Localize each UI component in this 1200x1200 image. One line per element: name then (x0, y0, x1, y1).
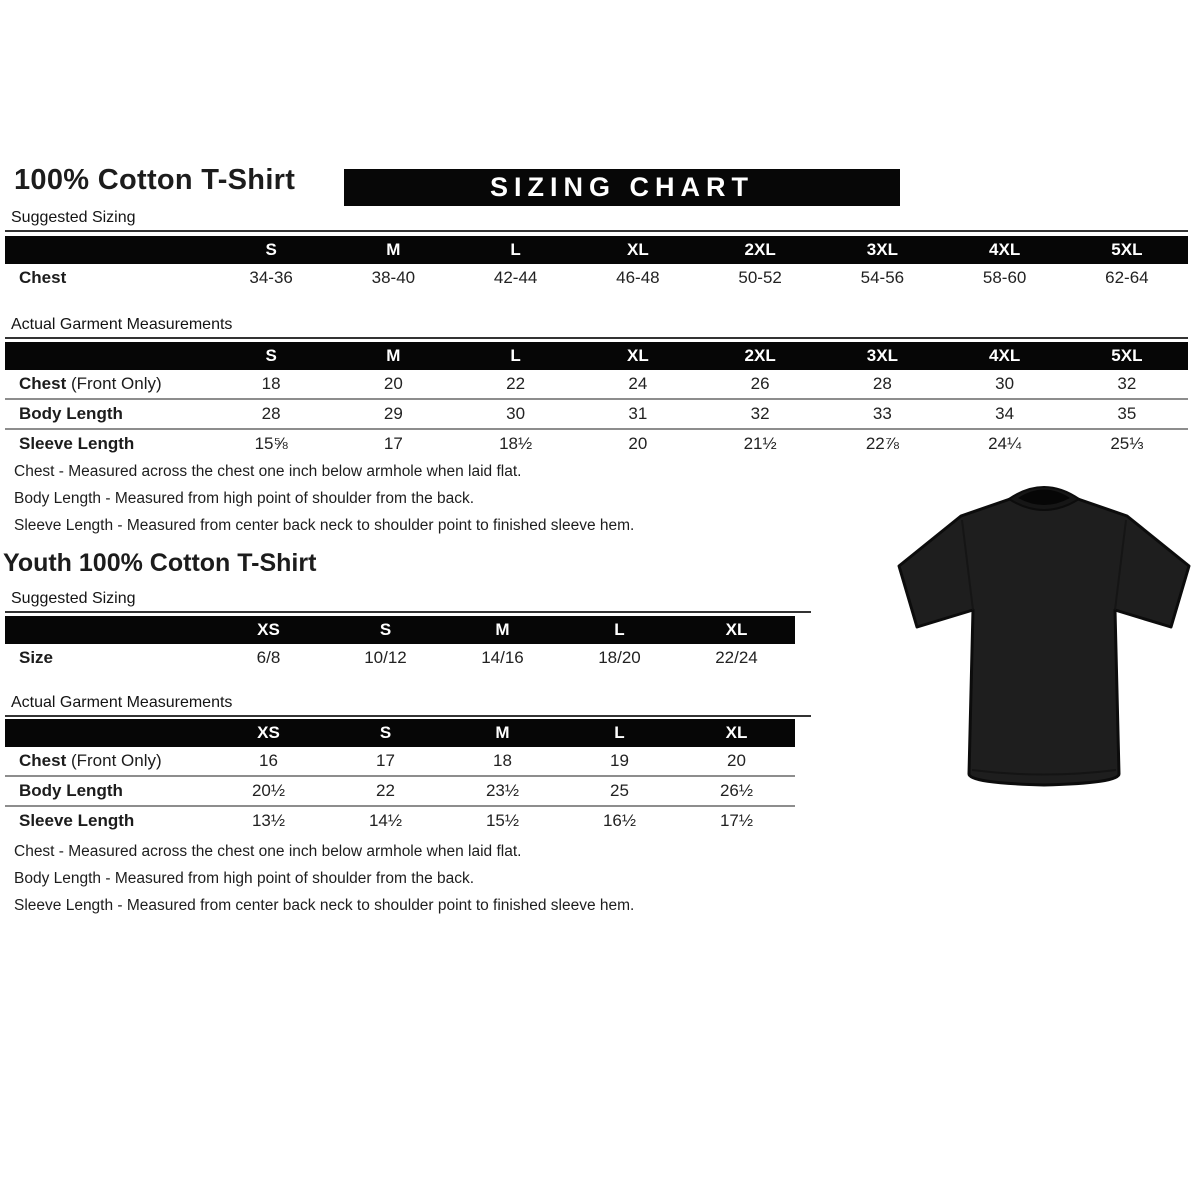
note-chest: Chest - Measured across the chest one inch below armhole when laid flat. (14, 843, 522, 860)
sizing-chart-banner (344, 169, 900, 206)
row-label-suffix: (Front Only) (70, 374, 162, 393)
value-cell: 25⅓ (1110, 434, 1144, 453)
size-column-header: XS (257, 723, 280, 742)
youth-suggested-sizing-table (5, 616, 795, 672)
value-cell: 22 (376, 781, 395, 800)
value-cell: 18 (261, 374, 281, 393)
size-column-header: 5XL (1111, 240, 1143, 259)
table-header-row (5, 719, 795, 747)
value-cell: 32 (750, 404, 770, 423)
value-cell: 25 (610, 781, 629, 800)
size-column-header: M (495, 620, 510, 639)
adult-actual-measurements-table (5, 342, 1188, 458)
table-row-chest (5, 747, 795, 777)
tshirt-body (899, 498, 1189, 785)
value-cell: 6/8 (256, 648, 281, 667)
value-cell: 58-60 (982, 268, 1027, 287)
size-column-header: 2XL (744, 346, 776, 365)
table-row-sleeve-length (5, 807, 795, 835)
row-label (5, 374, 210, 394)
table-row-body-length (5, 777, 795, 807)
value-cell: 32 (1117, 374, 1137, 393)
row-label-main: Chest (19, 751, 67, 770)
page-title: 100% Cotton T-Shirt (14, 164, 296, 196)
value-cell: 20 (383, 374, 403, 393)
value-cell: 15½ (485, 811, 520, 830)
value-cell: 16 (259, 751, 278, 770)
value-cell: 33 (872, 404, 892, 423)
value-cell: 35 (1117, 404, 1137, 423)
size-column-header: XL (627, 346, 649, 365)
table-row-chest (5, 370, 1188, 400)
size-column-header: S (265, 346, 277, 365)
table-header-row (5, 236, 1188, 264)
row-label: Chest (19, 268, 67, 287)
value-cell: 30 (995, 374, 1015, 393)
size-column-header: L (614, 723, 625, 742)
value-cell: 10/12 (364, 648, 407, 667)
table-row-size (5, 644, 795, 672)
value-cell: 24 (628, 374, 648, 393)
note-body-length: Body Length - Measured from high point of shoulder from the back. (14, 870, 475, 887)
value-cell: 46-48 (616, 268, 660, 287)
size-column-header: 3XL (866, 346, 898, 365)
youth-measurement-notes (14, 843, 634, 924)
adult-measurement-notes (14, 463, 634, 544)
value-cell: 54-56 (860, 268, 905, 287)
value-cell: 13½ (251, 811, 286, 830)
size-column-header: S (379, 723, 392, 742)
value-cell: 18/20 (598, 648, 641, 667)
value-cell: 22/24 (715, 648, 758, 667)
youth-actual-measurements-table (5, 719, 795, 835)
value-cell: 28 (261, 404, 281, 423)
value-cell: 31 (628, 404, 648, 423)
size-column-header: XL (725, 620, 748, 639)
note-sleeve-length: Sleeve Length - Measured from center back neck to shoulder point to finished sleeve hem. (14, 897, 635, 914)
value-cell: 29 (383, 404, 403, 423)
size-column-header: M (495, 723, 510, 742)
size-column-header: M (386, 346, 401, 365)
value-cell: 62-64 (1105, 268, 1149, 287)
size-column-header: M (386, 240, 401, 259)
youth-suggested-sizing-label: Suggested Sizing (5, 590, 811, 613)
value-cell: 20½ (251, 781, 286, 800)
value-cell: 17 (376, 751, 395, 770)
row-label-main: Chest (19, 374, 67, 393)
table-row-sleeve-length (5, 430, 1188, 458)
value-cell: 34-36 (249, 268, 293, 287)
youth-section-title: Youth 100% Cotton T-Shirt (3, 549, 317, 577)
value-cell: 15⅝ (254, 434, 288, 453)
row-label: Sleeve Length (19, 811, 135, 830)
value-cell: 21½ (743, 434, 777, 453)
size-column-header: 5XL (1111, 346, 1143, 365)
row-label: Body Length (19, 781, 123, 800)
row-label: Sleeve Length (19, 434, 135, 453)
sizing-chart-banner-text: SIZING CHART (490, 172, 754, 202)
note-chest: Chest - Measured across the chest one inch below armhole when laid flat. (14, 463, 522, 480)
value-cell: 50-52 (738, 268, 782, 287)
value-cell: 19 (610, 751, 629, 770)
value-cell: 28 (872, 374, 892, 393)
value-cell: 24¼ (988, 434, 1022, 453)
value-cell: 23½ (485, 781, 520, 800)
value-cell: 30 (506, 404, 526, 423)
table-header-row (5, 342, 1188, 370)
size-column-header: L (510, 240, 521, 259)
adult-suggested-sizing-table (5, 236, 1188, 292)
size-column-header: 4XL (989, 240, 1021, 259)
size-column-header: L (510, 346, 521, 365)
value-cell: 22⅞ (865, 434, 899, 453)
value-cell: 14½ (368, 811, 403, 830)
value-cell: 20 (628, 434, 648, 453)
size-column-header: 2XL (744, 240, 776, 259)
table-header-row (5, 616, 795, 644)
row-label-suffix: (Front Only) (70, 751, 162, 770)
value-cell: 18½ (499, 434, 533, 453)
size-column-header: S (379, 620, 392, 639)
size-column-header: L (614, 620, 625, 639)
size-column-header: XL (627, 240, 649, 259)
row-label: Body Length (19, 404, 123, 423)
value-cell: 18 (493, 751, 512, 770)
value-cell: 34 (995, 404, 1015, 423)
adult-suggested-sizing-label: Suggested Sizing (5, 209, 1188, 232)
table-row-body-length (5, 400, 1188, 430)
note-sleeve-length: Sleeve Length - Measured from center back neck to shoulder point to finished sleeve hem. (14, 517, 635, 534)
value-cell: 17 (383, 434, 403, 453)
note-body-length: Body Length - Measured from high point of shoulder from the back. (14, 490, 475, 507)
value-cell: 38-40 (371, 268, 416, 287)
value-cell: 20 (727, 751, 746, 770)
adult-actual-measurements-label: Actual Garment Measurements (5, 316, 1188, 339)
table-row (5, 264, 1188, 292)
value-cell: 16½ (602, 811, 637, 830)
size-column-header: 3XL (866, 240, 898, 259)
size-column-header: XS (257, 620, 280, 639)
value-cell: 17½ (719, 811, 754, 830)
value-cell: 22 (506, 374, 526, 393)
value-cell: 14/16 (481, 648, 524, 667)
tshirt-image (892, 478, 1198, 810)
value-cell: 26½ (719, 781, 754, 800)
value-cell: 26 (750, 374, 770, 393)
row-label: Size (19, 648, 54, 667)
value-cell: 42-44 (493, 268, 538, 287)
row-label (5, 751, 210, 771)
size-column-header: 4XL (989, 346, 1021, 365)
size-column-header: XL (725, 723, 748, 742)
size-column-header: S (265, 240, 277, 259)
youth-actual-measurements-label: Actual Garment Measurements (5, 694, 811, 717)
